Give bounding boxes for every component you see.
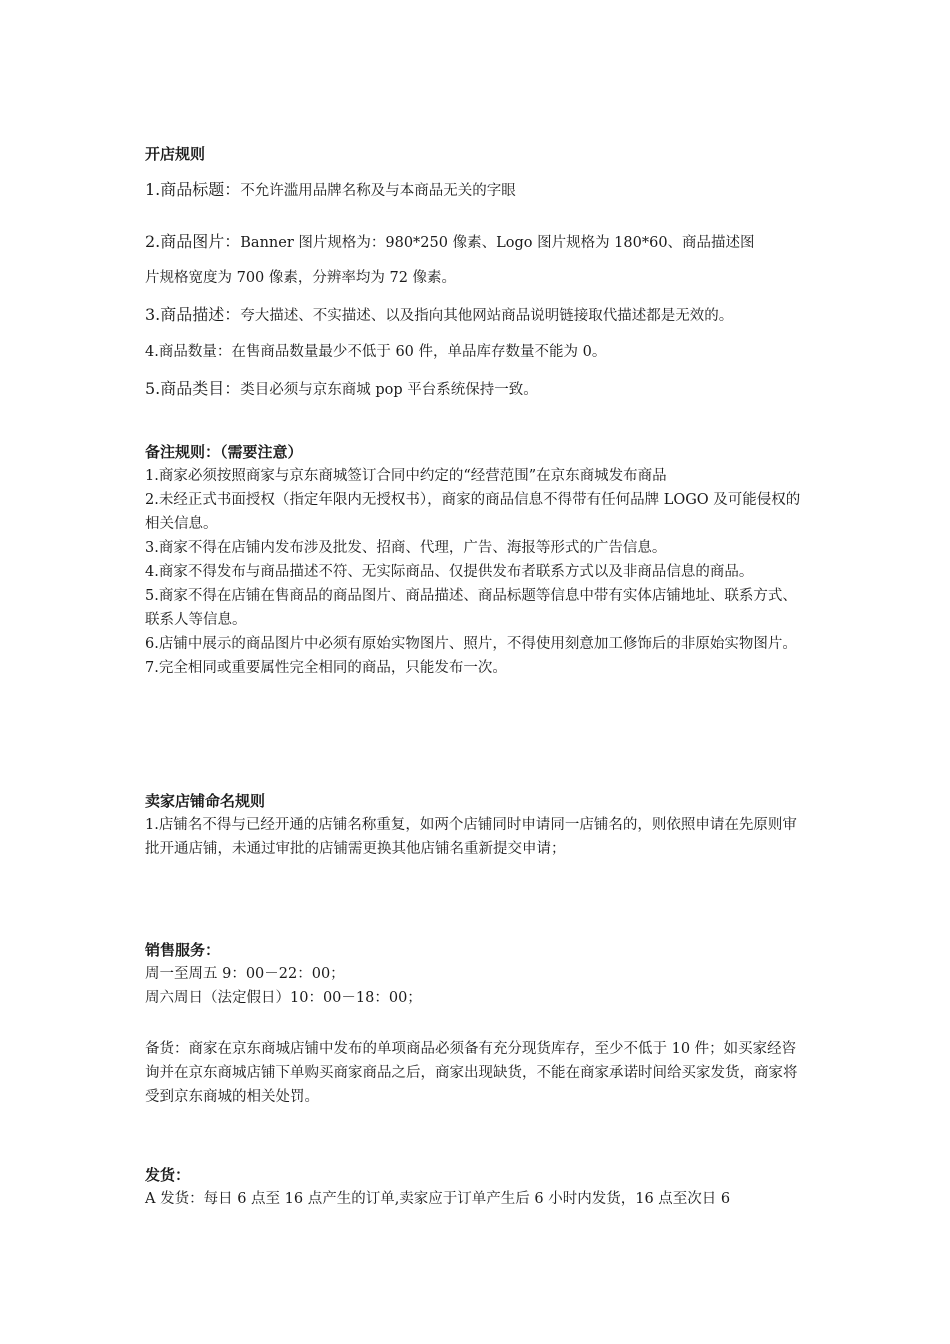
- section-title-sales-service: 销售服务：: [145, 941, 221, 959]
- rule-text: 不允许滥用品牌名称及与本商品无关的字眼: [240, 183, 516, 199]
- list-item: 3.商家不得在店铺内发布涉及批发、招商、代理，广告、海报等形式的广告信息。: [145, 540, 667, 556]
- rule-text: Banner 图片规格为：980*250 像素、Logo 图片规格为 180*60、商品描述图: [240, 235, 755, 251]
- rule-item-title: [145, 178, 810, 203]
- rule-lead: 1.商品标题：: [145, 180, 241, 199]
- list-item: 1.商家必须按照商家与京东商城签订合同中约定的“经营范围”在京东商城发布商品: [145, 468, 667, 484]
- list-item: 6.店铺中展示的商品图片中必须有原始实物图片、照片，不得使用刻意加工修饰后的非原始实物图片。: [145, 636, 797, 652]
- stock-text: 备货：商家在京东商城店铺中发布的单项商品必须备有充分现货库存，至少不低于 10 件；如买家经咨询并在京东商城店铺下单购买商家商品之后，商家出现缺货，不能在商家承诺时间给买家发货，商家将受到京东商城的相关处罚。: [145, 1041, 798, 1105]
- rule-item-images: [145, 230, 810, 255]
- section-title-shipping: 发货：: [145, 1166, 191, 1184]
- shipping-text: A 发货：每日 6 点至 16 点产生的订单,卖家应于订单产生后 6 小时内发货，16 点至次日 6: [145, 1191, 731, 1207]
- list-item: 4.商家不得发布与商品描述不符、无实际商品、仅提供发布者联系方式以及非商品信息的商品。: [145, 564, 754, 580]
- rule-item-images-cont: 片规格宽度为 700 像素，分辨率均为 72 像素。: [145, 270, 457, 286]
- section-title-shop-rules: 开店规则: [145, 145, 206, 163]
- rule-text: 夸大描述、不实描述、以及指向其他网站商品说明链接取代描述都是无效的。: [240, 308, 734, 324]
- rule-lead: 3.商品描述：: [145, 305, 241, 324]
- rule-item-quantity: 4.商品数量：在售商品数量最少不低于 60 件，单品库存数量不能为 0。: [145, 344, 607, 360]
- notes-list: [145, 464, 810, 680]
- rule-item-category: [145, 377, 810, 402]
- store-naming-text: 1.店铺名不得与已经开通的店铺名称重复，如两个店铺同时申请同一店铺名的，则依照申请在先原则审批开通店铺，未通过审批的店铺需更换其他店铺名重新提交申请；: [145, 817, 797, 857]
- rule-lead: 5.商品类目：: [145, 379, 241, 398]
- section-title-store-naming: 卖家店铺命名规则: [145, 792, 266, 810]
- rule-text: 类目必须与京东商城 pop 平台系统保持一致。: [240, 382, 538, 398]
- list-item: 5.商家不得在店铺在售商品的商品图片、商品描述、商品标题等信息中带有实体店铺地址、联系方式、联系人等信息。: [145, 588, 797, 628]
- section-title-notes: 备注规则：（需要注意）: [145, 443, 303, 461]
- rule-item-description: [145, 303, 810, 328]
- list-item: 2.未经正式书面授权（指定年限内无授权书），商家的商品信息不得带有任何品牌 LOGO 及可能侵权的相关信息。: [145, 492, 801, 532]
- service-hours-weekend: 周六周日（法定假日）10：00－18：00；: [145, 990, 422, 1006]
- service-hours-weekday: 周一至周五 9：00－22：00；: [145, 966, 345, 982]
- list-item: 7.完全相同或重要属性完全相同的商品，只能发布一次。: [145, 660, 507, 676]
- rule-lead: 2.商品图片：: [145, 232, 241, 251]
